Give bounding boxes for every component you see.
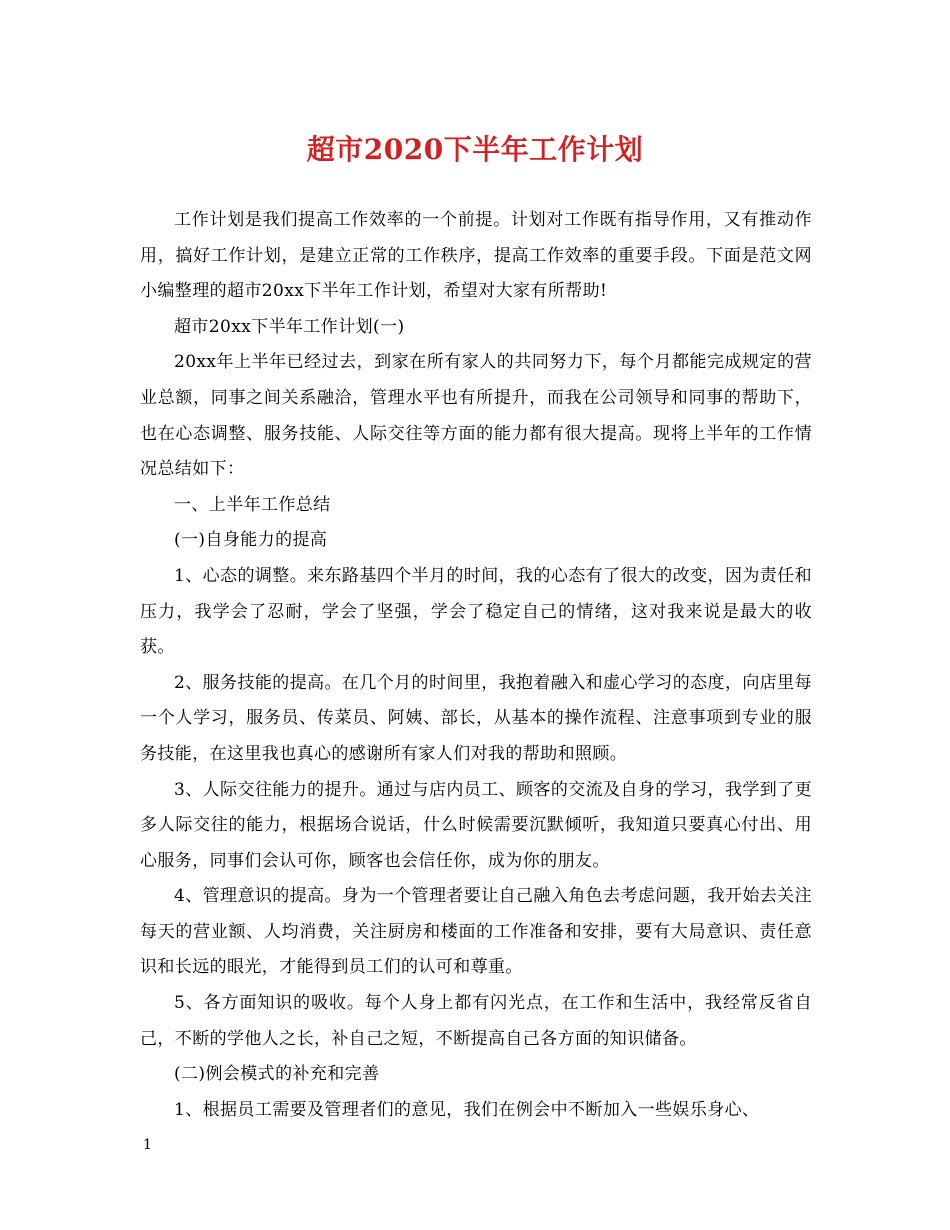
body-paragraph: 工作计划是我们提高工作效率的一个前提。计划对工作既有指导作用，又有推动作用，搞好工作计划，是建立正常的工作秩序，提高工作效率的重要手段。下面是范文网小编整理的超市20xx下半年工作计划，希望对大家有所帮助! [140, 210, 812, 302]
list-item: 4、管理意识的提高。身为一个管理者要让自己融入角色去考虑问题，我开始去关注每天的营业额、人均消费，关注厨房和楼面的工作准备和安排，要有大局意识、责任意识和长远的眼光，才能得到员工们的认可和尊重。 [140, 886, 812, 978]
list-item: 1、根据员工需要及管理者们的意见，我们在例会中不断加入一些娱乐身心、 [174, 1099, 760, 1120]
list-item: 5、各方面知识的吸收。每个人身上都有闪光点，在工作和生活中，我经常反省自己，不断的学他人之长，补自己之短，不断提高自己各方面的知识储备。 [140, 993, 812, 1049]
document-title: 超市2020下半年工作计划 [306, 133, 644, 166]
list-item: 2、服务技能的提高。在几个月的时间里，我抱着融入和虚心学习的态度，向店里每一个人学习，服务员、传菜员、阿姨、部长，从基本的操作流程、注意事项到专业的服务技能，在这里我也真心的感谢所有家人们对我的帮助和照顾。 [140, 672, 812, 764]
section-heading: 超市20xx下半年工作计划(一) [174, 316, 405, 337]
document-body [140, 203, 812, 1128]
section-heading: 一、上半年工作总结 [174, 494, 331, 515]
list-item: 3、人际交往能力的提升。通过与店内员工、顾客的交流及自身的学习，我学到了更多人际交往的能力，根据场合说话，什么时候需要沉默倾听，我知道只要真心付出、用心服务，同事们会认可你，顾客也会信任你，成为你的朋友。 [140, 779, 812, 871]
subsection-heading: (一)自身能力的提高 [174, 530, 328, 551]
page-number: 1 [143, 1137, 152, 1153]
list-item: 1、心态的调整。来东路基四个半月的时间，我的心态有了很大的改变，因为责任和压力，我学会了忍耐，学会了坚强，学会了稳定自己的情绪，这对我来说是最大的收获。 [140, 565, 812, 658]
subsection-heading: (二)例会模式的补充和完善 [174, 1064, 380, 1085]
body-paragraph: 20xx年上半年已经过去，到家在所有家人的共同努力下，每个月都能完成规定的营业总额，同事之间关系融洽，管理水平也有所提升，而我在公司领导和同事的帮助下，也在心态调整、服务技能、人际交往等方面的能力都有很大提高。现将上半年的工作情况总结如下： [140, 352, 812, 480]
